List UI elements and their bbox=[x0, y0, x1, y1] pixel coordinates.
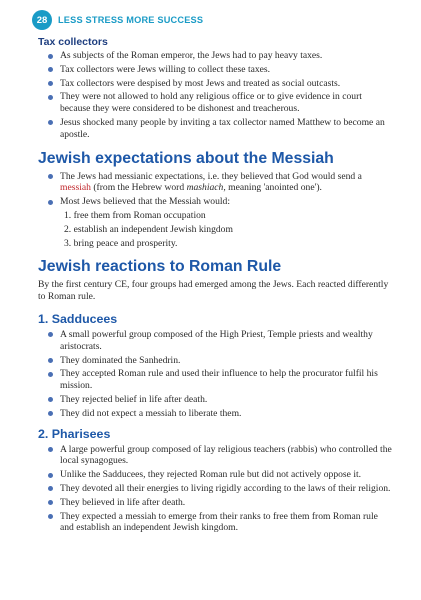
sadducees-heading: 1. Sadducees bbox=[38, 311, 118, 326]
messiah-expectations-list bbox=[38, 210, 392, 249]
list-item: They dominated the Sanhedrin. bbox=[60, 355, 392, 367]
list-item: Most Jews believed that the Messiah would: bbox=[60, 196, 392, 208]
sadducees-list bbox=[38, 329, 392, 420]
list-item bbox=[60, 171, 392, 195]
page-content bbox=[38, 36, 392, 536]
page-number-badge: 28 bbox=[32, 10, 52, 30]
text: , meaning 'anointed one'). bbox=[223, 182, 322, 194]
messiah-heading: Jewish expectations about the Messiah bbox=[38, 149, 334, 167]
messiah-keyword: messiah bbox=[60, 182, 91, 194]
text: (from the Hebrew word bbox=[90, 182, 187, 194]
list-item: A small powerful group composed of the High Priest, Temple priests and wealthy aristocrats. bbox=[60, 329, 392, 353]
hebrew-word: mashiach bbox=[186, 182, 224, 194]
list-item: Jesus shocked many people by inviting a tax collector named Matthew to become an apostle. bbox=[60, 117, 392, 141]
list-item: They expected a messiah to emerge from their ranks to free them from Roman rule and establish an independent Jewish kingdom. bbox=[60, 511, 392, 535]
list-item: They were not allowed to hold any religious office or to give evidence in court because they were considered to be dishonest and treacherous. bbox=[60, 91, 392, 115]
text: The Jews had messianic expectations, i.e. they believed that God would send a bbox=[60, 170, 362, 182]
list-item: As subjects of the Roman emperor, the Jews had to pay heavy taxes. bbox=[60, 50, 392, 62]
list-item: They accepted Roman rule and used their influence to help the procurator fulfil his mission. bbox=[60, 368, 392, 392]
messiah-list bbox=[38, 171, 392, 208]
list-item: They rejected belief in life after death. bbox=[60, 394, 392, 406]
list-item: They did not expect a messiah to liberate them. bbox=[60, 408, 392, 420]
tax-collectors-heading: Tax collectors bbox=[38, 36, 108, 48]
list-item: Tax collectors were Jews willing to collect these taxes. bbox=[60, 64, 392, 76]
pharisees-list bbox=[38, 444, 392, 535]
list-item: Tax collectors were despised by most Jews and treated as social outcasts. bbox=[60, 78, 392, 90]
list-item: They believed in life after death. bbox=[60, 497, 392, 509]
running-head bbox=[32, 10, 203, 30]
list-item: A large powerful group composed of lay religious teachers (rabbis) who controlled the local synagogues. bbox=[60, 443, 392, 467]
reactions-intro: By the first century CE, four groups had emerged among the Jews. Each reacted differently to Roman rule. bbox=[38, 279, 389, 303]
reactions-heading: Jewish reactions to Roman Rule bbox=[38, 258, 282, 276]
numbered-item: 1. free them from Roman occupation bbox=[64, 209, 206, 221]
tax-collectors-list bbox=[38, 50, 392, 141]
numbered-item: 2. establish an independent Jewish kingdom bbox=[64, 223, 233, 235]
list-item: Unlike the Sadducees, they rejected Roman rule but did not actively oppose it. bbox=[60, 469, 392, 481]
list-item: They devoted all their energies to living rigidly according to the laws of their religion. bbox=[60, 482, 391, 494]
pharisees-heading: 2. Pharisees bbox=[38, 426, 111, 441]
series-title: LESS STRESS MORE SUCCESS bbox=[58, 15, 204, 25]
numbered-item: 3. bring peace and prosperity. bbox=[64, 237, 178, 249]
